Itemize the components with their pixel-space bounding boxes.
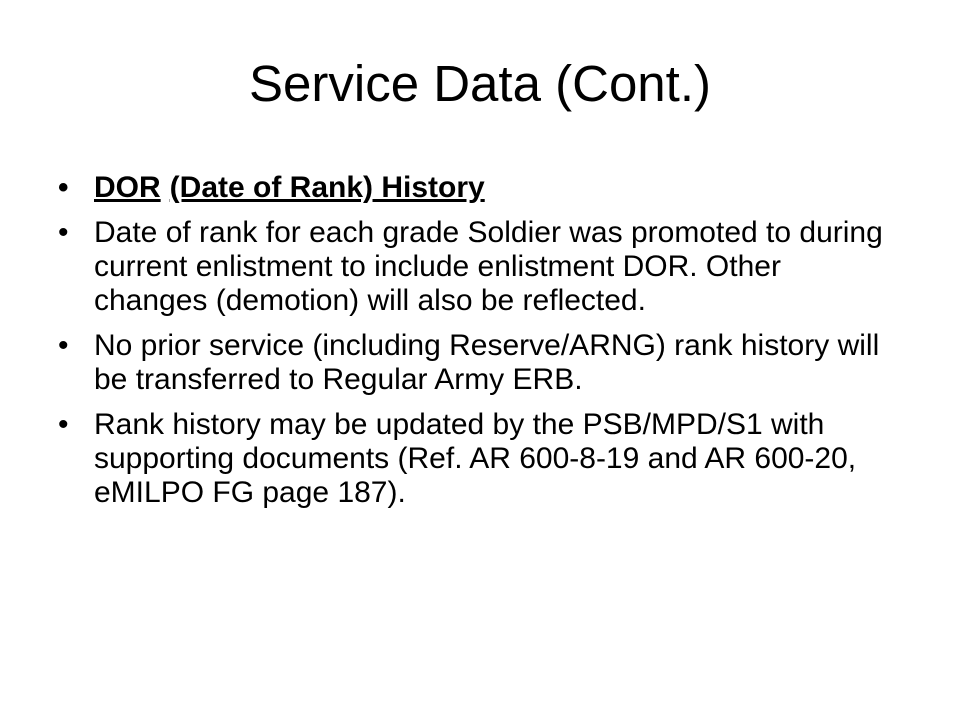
bullet-text: Rank history may be updated by the PSB/MPD/S1 with supporting documents (Ref. AR 600-8-19 and AR 600-20, eMILPO FG page 187). (94, 408, 857, 509)
bullet-list (58, 171, 898, 521)
bullet-icon: • (58, 408, 69, 441)
bullet-item (58, 329, 898, 397)
bullet-icon: • (58, 171, 69, 204)
bullet-icon: • (58, 329, 69, 362)
bullet-icon: • (58, 216, 69, 249)
bullet-item (58, 408, 898, 510)
bullet-text: Date of rank for each grade Soldier was promoted to during current enlistment to include enlistment DOR. Other changes (demotion) will also be reflected. (94, 216, 883, 317)
bullet-text: No prior service (including Reserve/ARNG) rank history will be transferred to Regular Army ERB. (94, 329, 880, 396)
slide-title: Service Data (Cont.) (249, 55, 711, 112)
heading-dor: DOR (94, 171, 161, 204)
heading-date-of-rank-history: (Date of Rank) History (169, 171, 485, 204)
bullet-item-heading (58, 171, 898, 205)
bullet-item (58, 216, 898, 318)
